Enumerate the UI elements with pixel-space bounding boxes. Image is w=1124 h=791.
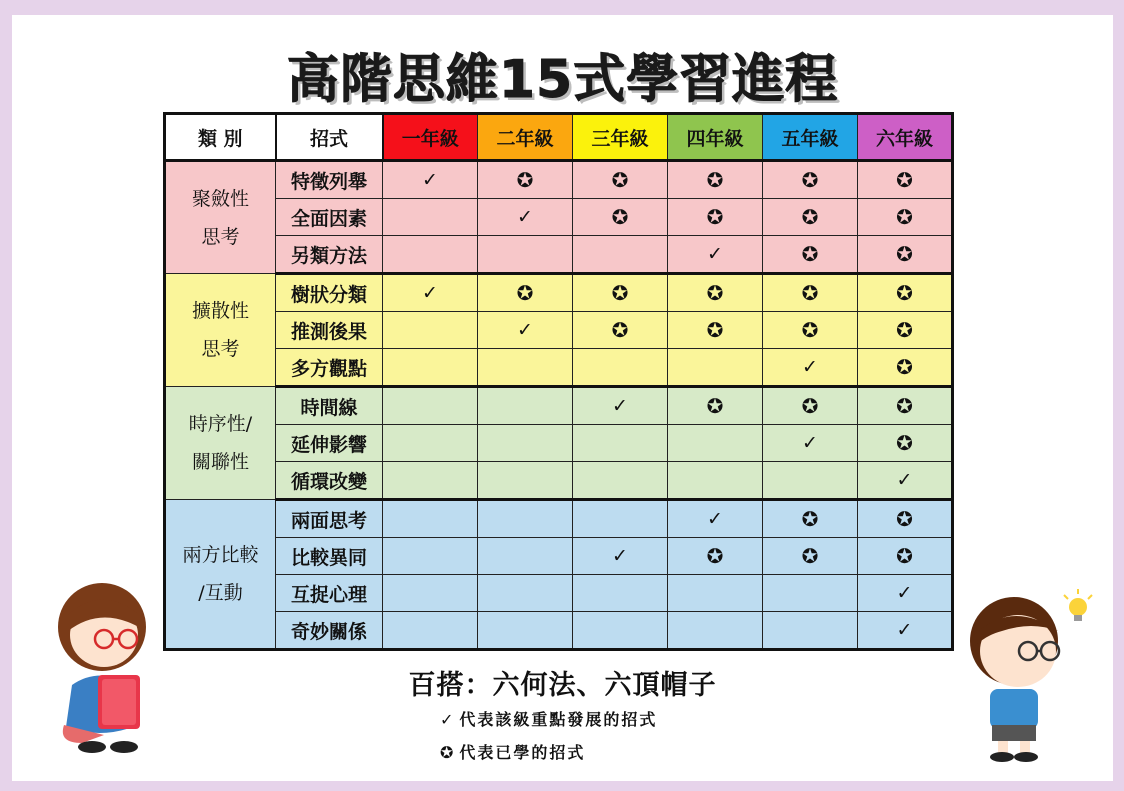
check-icon: ✓ bbox=[802, 356, 818, 378]
grade-cell bbox=[763, 538, 858, 575]
grade-cell bbox=[763, 612, 858, 650]
footer-title: 百搭：六何法、六頂帽子 bbox=[408, 670, 717, 701]
category-label-line: 兩方比較 bbox=[182, 544, 259, 566]
grade-cell bbox=[668, 236, 763, 274]
grade-cell bbox=[478, 387, 573, 425]
grade-cell bbox=[383, 462, 478, 500]
check-icon: ✓ bbox=[440, 710, 456, 729]
progression-table bbox=[163, 112, 954, 651]
table-header-row bbox=[165, 114, 953, 161]
legend-star bbox=[440, 740, 585, 763]
star-icon: ✪ bbox=[801, 281, 819, 305]
category-label-line: 關聯性 bbox=[191, 451, 249, 473]
grade-cell bbox=[383, 312, 478, 349]
grade-cell bbox=[383, 612, 478, 650]
category-label-line: 思考 bbox=[201, 338, 240, 360]
technique-name: 循環改變 bbox=[276, 462, 383, 500]
grade-cell bbox=[763, 199, 858, 236]
table-row bbox=[165, 462, 953, 500]
grade-cell bbox=[668, 575, 763, 612]
star-icon: ✪ bbox=[706, 168, 724, 192]
grade-cell bbox=[763, 312, 858, 349]
legend-check-text: 代表該級重點發展的招式 bbox=[459, 710, 658, 729]
grade-cell bbox=[478, 161, 573, 199]
table-row bbox=[165, 161, 953, 199]
table-row bbox=[165, 349, 953, 387]
technique-name: 多方觀點 bbox=[276, 349, 383, 387]
grade-cell bbox=[573, 349, 668, 387]
grade-cell bbox=[858, 387, 953, 425]
star-icon: ✪ bbox=[801, 168, 819, 192]
header-grade-4: 四年級 bbox=[668, 114, 763, 161]
grade-cell bbox=[858, 462, 953, 500]
table-row bbox=[165, 199, 953, 236]
grade-cell bbox=[668, 349, 763, 387]
table-row bbox=[165, 500, 953, 538]
category-cell bbox=[165, 161, 276, 274]
grade-cell bbox=[668, 425, 763, 462]
category-cell bbox=[165, 500, 276, 650]
category-cell bbox=[165, 387, 276, 500]
table-body bbox=[165, 161, 953, 650]
check-icon: ✓ bbox=[896, 582, 913, 604]
star-icon: ✪ bbox=[516, 281, 534, 305]
star-icon: ✪ bbox=[801, 318, 819, 342]
check-icon: ✓ bbox=[517, 206, 533, 228]
grade-cell bbox=[573, 161, 668, 199]
grade-cell bbox=[383, 387, 478, 425]
star-icon: ✪ bbox=[516, 168, 534, 192]
grade-cell bbox=[763, 575, 858, 612]
header-grade-6: 六年級 bbox=[858, 114, 953, 161]
check-icon: ✓ bbox=[422, 169, 438, 191]
grade-cell bbox=[858, 349, 953, 387]
category-label-line: 思考 bbox=[201, 225, 240, 248]
star-icon: ✪ bbox=[801, 205, 819, 229]
check-icon: ✓ bbox=[707, 243, 723, 265]
grade-cell bbox=[858, 312, 953, 349]
grade-cell bbox=[668, 612, 763, 650]
star-icon: ✪ bbox=[706, 544, 724, 568]
grade-cell bbox=[668, 387, 763, 425]
grade-cell bbox=[573, 462, 668, 500]
grade-cell bbox=[858, 199, 953, 236]
table-row bbox=[165, 236, 953, 274]
table-row bbox=[165, 387, 953, 425]
technique-name: 樹狀分類 bbox=[276, 274, 383, 312]
grade-cell bbox=[478, 312, 573, 349]
header-name: 招式 bbox=[276, 114, 383, 161]
star-icon: ✪ bbox=[801, 242, 819, 266]
grade-cell bbox=[573, 575, 668, 612]
star-icon: ✪ bbox=[440, 743, 456, 762]
category-label-line: 聚斂性 bbox=[191, 187, 249, 210]
grade-cell bbox=[858, 575, 953, 612]
grade-cell bbox=[478, 612, 573, 650]
boy-lightbulb-icon bbox=[962, 585, 1102, 765]
check-icon: ✓ bbox=[517, 319, 533, 341]
grade-cell bbox=[573, 425, 668, 462]
category-label-line: /互動 bbox=[198, 582, 243, 604]
legend-star-text: 代表已學的招式 bbox=[459, 743, 586, 762]
technique-name: 延伸影響 bbox=[276, 425, 383, 462]
star-icon: ✪ bbox=[896, 394, 913, 418]
star-icon: ✪ bbox=[896, 431, 913, 455]
technique-name: 推測後果 bbox=[276, 312, 383, 349]
grade-cell bbox=[383, 274, 478, 312]
check-icon: ✓ bbox=[422, 282, 438, 304]
star-icon: ✪ bbox=[896, 281, 913, 305]
grade-cell bbox=[858, 500, 953, 538]
star-icon: ✪ bbox=[611, 281, 629, 305]
check-icon: ✓ bbox=[707, 508, 723, 530]
star-icon: ✪ bbox=[611, 168, 629, 192]
page-title: 高階思維15式學習進程 bbox=[286, 50, 839, 110]
grade-cell bbox=[478, 349, 573, 387]
technique-name: 奇妙關係 bbox=[276, 612, 383, 650]
grade-cell bbox=[478, 500, 573, 538]
star-icon: ✪ bbox=[706, 205, 724, 229]
star-icon: ✪ bbox=[896, 168, 913, 192]
grade-cell bbox=[668, 274, 763, 312]
table-row bbox=[165, 538, 953, 575]
grade-cell bbox=[383, 161, 478, 199]
grade-cell bbox=[383, 425, 478, 462]
grade-cell bbox=[478, 538, 573, 575]
star-icon: ✪ bbox=[801, 394, 819, 418]
technique-name: 全面因素 bbox=[276, 199, 383, 236]
technique-name: 兩面思考 bbox=[276, 500, 383, 538]
grade-cell bbox=[668, 312, 763, 349]
grade-cell bbox=[573, 538, 668, 575]
header-grade-1: 一年級 bbox=[383, 114, 478, 161]
grade-cell bbox=[383, 538, 478, 575]
table-row bbox=[165, 575, 953, 612]
poster bbox=[12, 15, 1113, 781]
grade-cell bbox=[478, 236, 573, 274]
grade-cell bbox=[573, 612, 668, 650]
grade-cell bbox=[763, 274, 858, 312]
grade-cell bbox=[383, 349, 478, 387]
star-icon: ✪ bbox=[896, 242, 913, 266]
header-category: 類 別 bbox=[165, 114, 276, 161]
technique-name: 比較異同 bbox=[276, 538, 383, 575]
grade-cell bbox=[858, 538, 953, 575]
grade-cell bbox=[383, 236, 478, 274]
grade-cell bbox=[858, 236, 953, 274]
check-icon: ✓ bbox=[612, 545, 628, 567]
technique-name: 互捉心理 bbox=[276, 575, 383, 612]
grade-cell bbox=[668, 500, 763, 538]
category-cell bbox=[165, 274, 276, 387]
girl-reading-icon bbox=[42, 575, 162, 755]
table-row bbox=[165, 312, 953, 349]
star-icon: ✪ bbox=[896, 507, 913, 531]
grade-cell bbox=[763, 161, 858, 199]
grade-cell bbox=[858, 274, 953, 312]
grade-cell bbox=[383, 500, 478, 538]
grade-cell bbox=[763, 349, 858, 387]
technique-name: 時間線 bbox=[276, 387, 383, 425]
grade-cell bbox=[478, 462, 573, 500]
grade-cell bbox=[763, 500, 858, 538]
table-row bbox=[165, 612, 953, 650]
grade-cell bbox=[573, 236, 668, 274]
grade-cell bbox=[383, 199, 478, 236]
star-icon: ✪ bbox=[706, 394, 724, 418]
star-icon: ✪ bbox=[896, 205, 913, 229]
star-icon: ✪ bbox=[801, 544, 819, 568]
check-icon: ✓ bbox=[896, 619, 913, 641]
check-icon: ✓ bbox=[612, 395, 628, 417]
grade-cell bbox=[763, 387, 858, 425]
star-icon: ✪ bbox=[706, 318, 724, 342]
grade-cell bbox=[668, 538, 763, 575]
grade-cell bbox=[763, 462, 858, 500]
star-icon: ✪ bbox=[896, 318, 913, 342]
header-grade-3: 三年級 bbox=[573, 114, 668, 161]
header-grade-2: 二年級 bbox=[478, 114, 573, 161]
grade-cell bbox=[573, 312, 668, 349]
grade-cell bbox=[478, 575, 573, 612]
category-label-line: 時序性/ bbox=[188, 413, 253, 435]
grade-cell bbox=[573, 387, 668, 425]
star-icon: ✪ bbox=[611, 205, 629, 229]
table-row bbox=[165, 274, 953, 312]
grade-cell bbox=[763, 425, 858, 462]
star-icon: ✪ bbox=[896, 544, 913, 568]
grade-cell bbox=[858, 612, 953, 650]
table-row bbox=[165, 425, 953, 462]
header-grade-5: 五年級 bbox=[763, 114, 858, 161]
star-icon: ✪ bbox=[706, 281, 724, 305]
grade-cell bbox=[858, 425, 953, 462]
grade-cell bbox=[573, 274, 668, 312]
check-icon: ✓ bbox=[896, 469, 913, 491]
technique-name: 特徵列舉 bbox=[276, 161, 383, 199]
grade-cell bbox=[668, 462, 763, 500]
star-icon: ✪ bbox=[896, 355, 913, 379]
grade-cell bbox=[573, 199, 668, 236]
grade-cell bbox=[478, 274, 573, 312]
star-icon: ✪ bbox=[801, 507, 819, 531]
grade-cell bbox=[478, 199, 573, 236]
check-icon: ✓ bbox=[802, 432, 818, 454]
technique-name: 另類方法 bbox=[276, 236, 383, 274]
grade-cell bbox=[763, 236, 858, 274]
grade-cell bbox=[668, 199, 763, 236]
grade-cell bbox=[478, 425, 573, 462]
grade-cell bbox=[668, 161, 763, 199]
category-label-line: 擴散性 bbox=[191, 300, 249, 322]
grade-cell bbox=[383, 575, 478, 612]
legend-check bbox=[440, 707, 657, 730]
grade-cell bbox=[573, 500, 668, 538]
grade-cell bbox=[858, 161, 953, 199]
star-icon: ✪ bbox=[611, 318, 629, 342]
